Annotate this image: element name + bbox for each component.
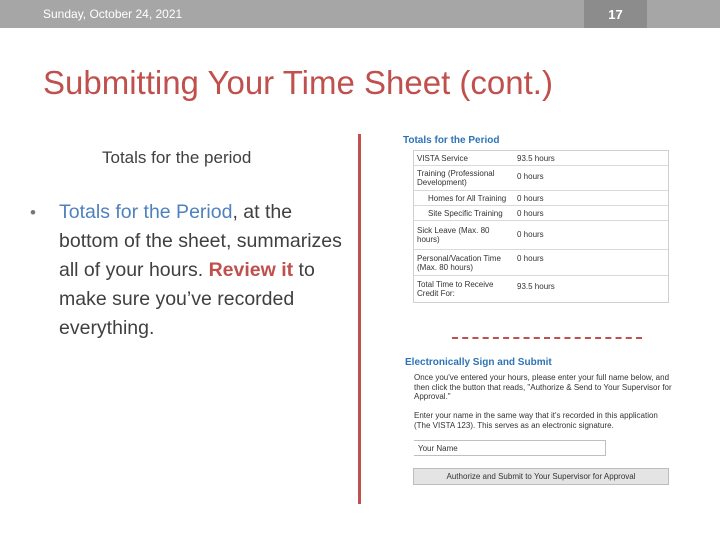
row-value: 0 hours <box>517 209 544 218</box>
row-value: 0 hours <box>517 172 544 181</box>
bullet-dot-icon: • <box>30 203 36 222</box>
table-row <box>414 276 668 302</box>
sign-instructions: Once you've entered your hours, please enter your full name below, and then click the button that reads, "Authorize & Send to Your Supervisor for Approval." <box>414 373 672 401</box>
table-row <box>414 206 668 221</box>
vertical-divider <box>358 134 361 504</box>
sign-name-instructions: Enter your name in the same way that it's recorded in this application (The VISTA 123). This serves as an electronic signature. <box>414 411 658 430</box>
page-number: 17 <box>584 0 647 28</box>
table-row <box>414 166 668 191</box>
authorize-submit-button[interactable]: Authorize and Submit to Your Supervisor for Approval <box>413 468 669 485</box>
row-value: 0 hours <box>517 194 544 203</box>
header-bar <box>0 0 720 28</box>
name-signature-input[interactable] <box>414 440 606 456</box>
dashed-separator <box>452 337 642 339</box>
bullet-text-part2: , at the bottom of the sheet, summarizes all of your hours. <box>59 201 342 281</box>
table-row <box>414 151 668 166</box>
slide-title: Submitting Your Time Sheet (cont.) <box>43 64 553 101</box>
row-label: Personal/Vacation Time (Max. 80 hours) <box>417 254 501 272</box>
table-row <box>414 191 668 206</box>
row-value: 0 hours <box>517 230 544 239</box>
table-row <box>414 250 668 276</box>
table-row <box>414 221 668 250</box>
totals-title: Totals for the Period <box>403 135 500 146</box>
slide-subtitle: Totals for the period <box>102 148 252 167</box>
row-label: Training (Professional Development) <box>417 169 495 187</box>
row-label: Site Specific Training <box>428 209 503 218</box>
row-value: 0 hours <box>517 254 544 263</box>
row-label: VISTA Service <box>417 154 468 163</box>
bullet-keyword-review: Review it <box>208 259 294 281</box>
row-label: Homes for All Training <box>428 194 507 203</box>
row-label: Sick Leave (Max. 80 hours) <box>417 226 490 244</box>
totals-table <box>413 150 669 303</box>
row-value: 93.5 hours <box>517 154 555 163</box>
date-label: Sunday, October 24, 2021 <box>43 7 183 21</box>
bullet-text <box>59 198 349 343</box>
sign-section-title: Electronically Sign and Submit <box>405 357 552 368</box>
bullet-text-part4: to make sure you’ve recorded everything. <box>59 259 315 339</box>
row-label: Total Time to Receive Credit For: <box>417 280 494 298</box>
row-value: 93.5 hours <box>517 282 555 291</box>
bullet-keyword-totals: Totals for the Period <box>59 201 233 223</box>
